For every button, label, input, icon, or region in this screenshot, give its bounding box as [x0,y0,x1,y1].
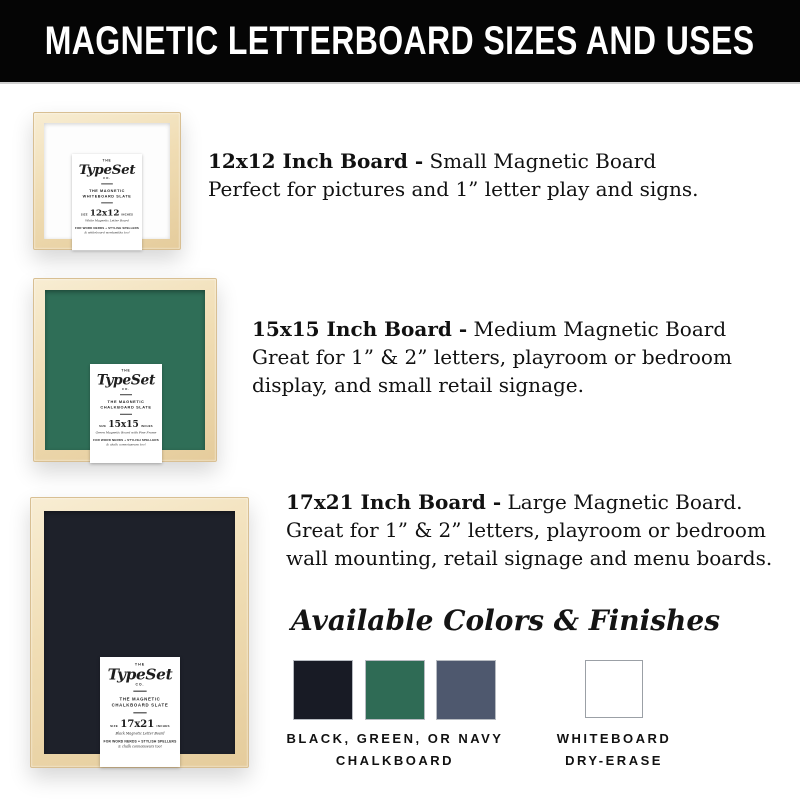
description-line: 12x12 Inch Board - Small Magnetic Board [208,149,657,173]
card-product-line1: THE MAGNETIC [107,399,145,404]
card-size-label: SIZE [110,724,119,728]
whiteboard-swatch-label [524,728,704,772]
card-tagline: FOR WORD NERDS + STYLISH SPELLERS [75,226,139,230]
header-bar [0,0,800,84]
card-tagline: FOR WORD NERDS + STYLISH SPELLERS [93,438,159,442]
description-line: Perfect for pictures and 1” letter play and signs. [208,177,699,201]
card-tagline: FOR WORD NERDS + STYLISH SPELLERS [103,739,177,744]
card-size-row [99,419,153,430]
description-line: Great for 1” & 2” letters, playroom or bedroom [252,345,732,369]
board-17x21-description [286,488,772,572]
card-size-value: 15x15 [108,418,139,430]
description-line: 15x15 Inch Board - Medium Magnetic Board [252,317,727,341]
board-15x15-label-card [90,364,162,463]
card-divider [101,202,113,203]
card-size-value: 12x12 [89,207,120,218]
card-brand-bottom: CO. [135,682,145,687]
swatch-navy-chalkboard [436,660,496,720]
description-line: Great for 1” & 2” letters, playroom or bedroom [286,518,766,542]
card-divider [120,394,132,395]
card-product-line1: THE MAGNETIC [89,188,125,193]
card-brand-logo: TypeSet [107,665,173,684]
card-divider [133,712,146,713]
card-brand-bottom: CO. [121,387,131,391]
chalkboard-label-line1: BLACK, GREEN, OR NAVY [286,731,504,746]
swatch-green-chalkboard [365,660,425,720]
card-unit-label: INCHES [121,212,134,216]
card-product-line2: CHALKBOARD SLATE [111,702,169,708]
swatch-black-chalkboard [293,660,353,720]
card-descriptor: Green Magnetic Board with Pine Frame [95,431,157,435]
card-size-label: SIZE [99,424,107,428]
board-17x21 [30,497,249,768]
card-subtagline: & whiteboard wordsmiths too! [84,231,130,235]
colors-finishes-heading: Available Colors & Finishes [291,604,720,637]
whiteboard-label-line1: WHITEBOARD [556,731,672,746]
description-line: 17x21 Inch Board - Large Magnetic Board. [286,490,743,514]
description-line: wall mounting, retail signage and menu boards. [286,546,773,570]
card-divider [133,691,146,692]
board-12x12-description [208,147,699,203]
card-descriptor: White Magnetic Letter Board [85,219,129,223]
card-brand-top: THE [102,158,112,163]
card-brand-bottom: CO. [103,176,111,180]
card-size-row [110,718,170,730]
card-subtagline: & chalk connoisseurs too! [106,443,146,447]
card-size-label: SIZE [80,212,88,216]
card-divider [120,414,132,415]
card-size-value: 17x21 [120,717,155,730]
page-title: MAGNETIC LETTERBOARD SIZES AND USES [45,18,755,63]
card-unit-label: INCHES [156,724,170,728]
chalkboard-swatch-label [270,728,520,772]
card-descriptor: Black Magnetic Letter Board [115,731,165,736]
board-17x21-label-card [100,657,180,767]
card-unit-label: INCHES [140,424,153,428]
card-brand-top: THE [134,662,146,667]
board-12x12-label-card [72,154,142,250]
chalkboard-label-line2: CHALKBOARD [335,753,455,768]
card-size-row [81,207,133,217]
board-15x15 [33,278,217,462]
whiteboard-label-line2: DRY-ERASE [565,753,663,768]
card-subtagline: & chalk connoisseurs too! [117,744,162,749]
card-product-line1: THE MAGNETIC [119,696,161,702]
card-product-line2: CHALKBOARD SLATE [100,405,152,410]
card-divider [101,183,113,184]
description-line: display, and small retail signage. [252,373,584,397]
swatch-whiteboard [585,660,643,718]
board-15x15-description [252,315,732,399]
card-brand-logo: TypeSet [96,371,156,388]
card-brand-top: THE [121,368,131,373]
card-brand-logo: TypeSet [78,161,136,178]
card-product-line2: WHITEBOARD SLATE [82,193,132,199]
board-12x12 [33,112,181,250]
